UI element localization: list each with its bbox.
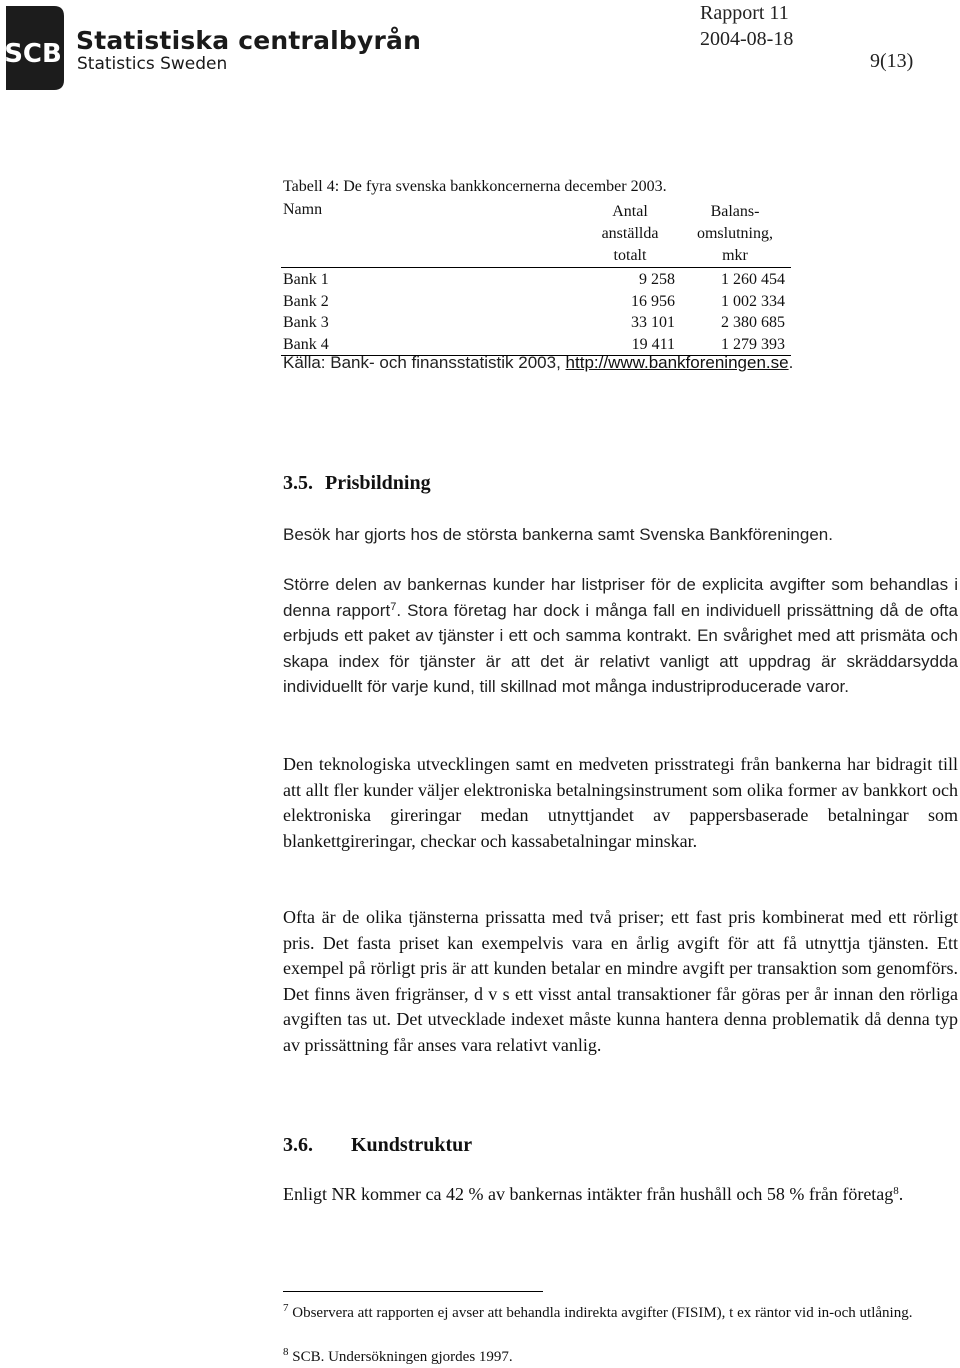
cell-employees: 16 956 [631,292,675,310]
table-caption: Tabell 4: De fyra svenska bankkoncernerna december 2003. [283,178,667,195]
section-title: Prisbildning [325,472,431,494]
cell-balance: 1 279 393 [721,335,785,353]
scb-logo [2,2,66,94]
table-header-row [281,199,791,268]
footnote-mark: 7 [283,1302,289,1314]
cell-employees: 9 258 [639,271,675,288]
paragraph [283,572,958,700]
table-row [281,269,791,291]
column-header-line: omslutning, [696,225,773,242]
cell-employees: 19 411 [631,335,675,353]
section-title: Kundstruktur [351,1134,473,1156]
footnote [283,1303,955,1324]
footnote-ref[interactable]: 8 [893,1185,899,1197]
source-link[interactable]: http://www.bankforeningen.se [565,353,789,372]
table-row [281,291,791,313]
table-source [283,350,793,376]
column-header-line: anställda [601,225,659,242]
column-header-employees [581,201,679,267]
column-header-line: totalt [613,247,647,264]
paragraph [283,1182,958,1208]
footnote-mark: 8 [283,1346,289,1358]
cell-name: Bank 3 [283,314,329,331]
column-header-balance [681,201,789,267]
column-header-name: Namn [283,201,323,218]
column-header-line: mkr [722,247,748,264]
footnote [283,1347,955,1368]
source-prefix: Källa: Bank- och finansstatistik 2003, [283,353,566,372]
org-name: Statistiska centralbyrån [76,26,422,55]
cell-employees: 33 101 [631,314,675,331]
bank-table [281,199,791,356]
page-number: 9(13) [870,50,914,72]
cell-balance: 1 260 454 [721,271,785,288]
footnote-ref[interactable]: 7 [390,600,397,613]
cell-name: Bank 2 [283,292,329,310]
cell-name: Bank 4 [283,335,329,353]
paragraph-text: Enligt NR kommer ca 42 % av bankernas intäkter från hushåll och 58 % från företag [283,1184,894,1204]
report-title: Rapport 11 [700,2,789,24]
org-name-english: Statistics Sweden [77,54,228,74]
paragraph: Ofta är de olika tjänsterna prissatta med två priser; ett fast pris kombinerat med ett rörligt pris. Det fasta priset kan exempelvis vara en årlig avgift för att få utnyttja tjänsten. Ett exempel på rörligt pris är att kunden betalar en mindre avgift per transaktion som genomförs. Det finns även frigränser, d v s ett visst antal transaktioner får göras per år innan den rörliga avgiften tas ut. Det utvecklade indexet måste kunna hantera denna problematik då denna typ av prissättning får anses vara relativt vanlig. [283,907,958,1055]
section-heading-3-6 [283,1134,472,1157]
footnote-text: Observera att rapporten ej avser att behandla indirekta avgifter (FISIM), t ex räntor vid in-och utlåning. [292,1305,913,1321]
source-suffix: . [788,353,794,372]
section-heading-3-5 [283,472,431,495]
table-row [281,312,791,334]
paragraph-text: . [898,1184,904,1204]
table-body [281,268,791,356]
footnote-text: SCB. Undersökningen gjordes 1997. [292,1349,513,1365]
paragraph-text: Större delen av bankernas kunder har listpriser för de explicita avgifter som behandlas i denna rapport [283,575,958,620]
paragraph-text: . Stora företag har dock i många fall en individuell prissättning då de ofta erbjuds ett paket av tjänster i ett och samma kontrakt. En svårighet med att prismäta och skapa index för tjänster är att det är relativt vanligt att uppdrag är skräddarsydda individuellt för varje kund, till skillnad mot många industriproducerade varor. [283,600,958,697]
column-header-line: Balans- [710,203,760,220]
section-number: 3.5. [283,472,313,494]
column-header-line: Antal [612,203,648,220]
paragraph: Den teknologiska utvecklingen samt en medveten prisstrategi från bankerna har bidragit till att allt fler kunder väljer elektroniska betalningsinstrument som olika former av bankkort och elektroniska gireringar medan utnyttjandet av pappersbaserade betalningar som blankettgireringar, checkar och kassabetalningar minskar. [283,754,958,851]
cell-balance: 2 380 685 [721,314,785,331]
logo-text: SCB [4,39,62,69]
cell-balance: 1 002 334 [721,292,785,310]
report-date: 2004-08-18 [700,28,794,50]
section-number: 3.6. [283,1134,313,1156]
footnote-divider [283,1291,543,1292]
paragraph: Besök har gjorts hos de största bankerna samt Svenska Bankföreningen. [283,525,833,544]
cell-name: Bank 1 [283,271,329,288]
